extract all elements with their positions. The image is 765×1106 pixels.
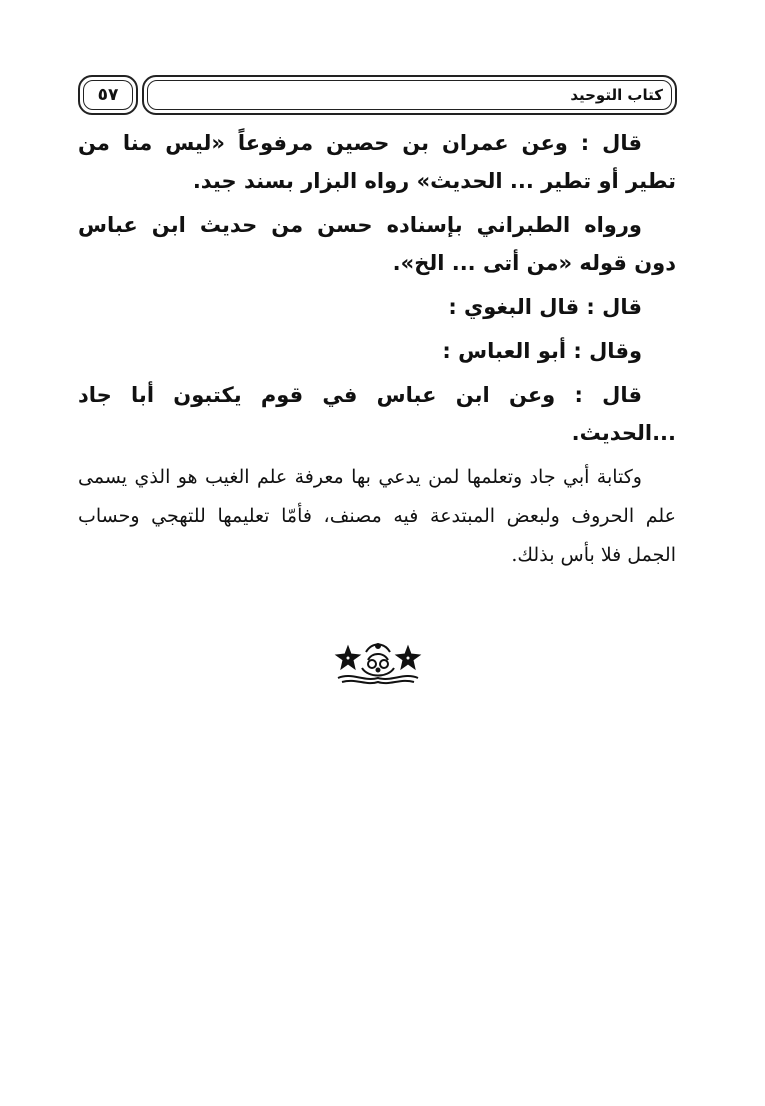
page-number: ٥٧ [97,85,119,105]
header-title-box [142,75,677,115]
paragraph-imran-hadith: قال : وعن عمران بن حصين مرفوعاً «ليس منا من تطير أو تطير ... الحديث» رواه البزار بسند جيد. [78,131,676,193]
paragraph-tabarani: ورواه الطبراني بإسناده حسن من حديث ابن عباس دون قوله «من أتى ... الخ». [78,213,676,275]
book-title: كتاب التوحيد [570,86,663,104]
floral-ornament-icon [332,638,424,686]
paragraph-abu-abbas: وقال : أبو العباس : [442,339,642,363]
page-body [78,124,676,575]
commentary-paragraph: وكتابة أبي جاد وتعلمها لمن يدعي بها معرفة علم الغيب هو الذي يسمى علم الحروف ولبعض المبتدعة فيه مصنف، فأمّا تعليمها للتهجي وحساب الجمل فلا بأس بذلك. [78,466,676,566]
paragraph-baghawi: قال : قال البغوي : [448,295,642,319]
paragraph-ibn-abbas: قال : وعن ابن عباس في قوم يكتبون أبا جاد ...الحديث. [78,383,676,445]
header-page-box [78,75,138,115]
